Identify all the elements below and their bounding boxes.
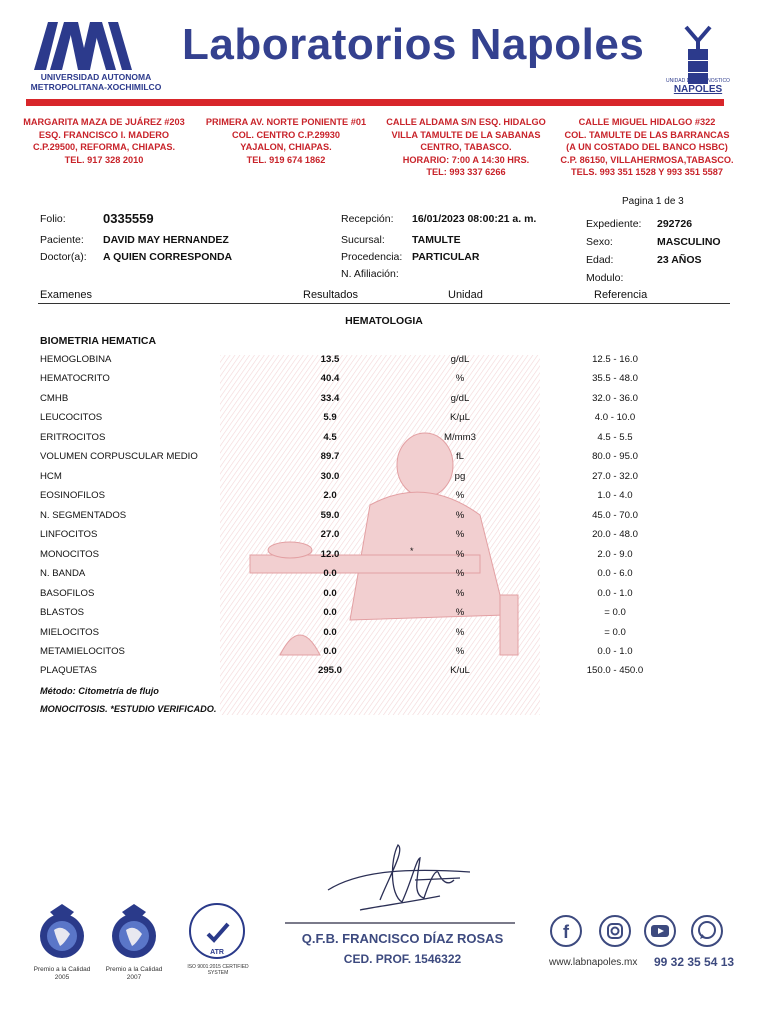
- exam-result: 33.4: [320, 393, 340, 404]
- exam-result: 12.0: [320, 549, 340, 560]
- exam-name: METAMIELOCITOS: [40, 646, 125, 657]
- exam-unit: %: [455, 529, 465, 540]
- doctor-value: A QUIEN CORRESPONDA: [103, 251, 233, 263]
- exam-name: N. SEGMENTADOS: [40, 510, 127, 521]
- exam-name: LEUCOCITOS: [40, 412, 103, 423]
- exam-result: 4.5: [323, 432, 337, 443]
- folio-label: Folio:: [40, 213, 66, 225]
- exam-reference: 20.0 - 48.0: [592, 529, 638, 540]
- exam-name: VOLUMEN CORPUSCULAR MEDIO: [40, 451, 198, 462]
- table-row: [0, 646, 768, 665]
- youtube-icon[interactable]: [643, 914, 677, 948]
- method-note: Método: Citometría de flujo: [40, 686, 159, 696]
- branch-tamulte-sabanas: CALLE ALDAMA S/N ESQ. HIDALGO VILLA TAMULTE DE LA SABANAS CENTRO, TABASCO. HORARIO: 7:00 A 14:30 HRS. TEL: 993 337 6266: [386, 117, 546, 177]
- exam-name: MIELOCITOS: [40, 627, 99, 638]
- exam-name: EOSINOFILOS: [40, 490, 106, 501]
- exam-result: 2.0: [323, 490, 337, 501]
- exam-name: MONOCITOS: [40, 549, 99, 560]
- branch-villahermosa: CALLE MIGUEL HIDALGO #322 COL. TAMULTE DE LAS BARRANCAS (A UN COSTADO DEL BANCO HSBC) C.P. 86150, VILLAHERMOSA,TABASCO. TELS. 993 351 1528 Y 993 351 5587: [560, 117, 734, 177]
- exam-result: 27.0: [320, 529, 340, 540]
- paciente-label: Paciente:: [40, 234, 84, 246]
- exam-result: 59.0: [320, 510, 340, 521]
- quality-award-2007-icon: [104, 900, 164, 962]
- sucursal-value: TAMULTE: [412, 234, 461, 246]
- exam-reference: 32.0 - 36.0: [592, 393, 638, 404]
- modulo-label: Modulo:: [586, 272, 624, 284]
- signer-license: CED. PROF. 1546322: [343, 952, 462, 966]
- exam-unit: K/µL: [450, 412, 470, 423]
- svg-text:f: f: [563, 922, 569, 942]
- exam-reference: = 0.0: [604, 607, 626, 618]
- exam-name: HEMOGLOBINA: [40, 354, 112, 365]
- brand-name: NAPOLES: [673, 84, 723, 95]
- exam-reference: 27.0 - 32.0: [592, 471, 638, 482]
- sexo-value: MASCULINO: [657, 236, 721, 248]
- signature: [320, 840, 510, 925]
- exam-name: LINFOCITOS: [40, 529, 98, 540]
- table-row: [0, 607, 768, 626]
- exam-reference: 2.0 - 9.0: [597, 549, 633, 560]
- exam-result: 30.0: [320, 471, 340, 482]
- university-name: UNIVERSIDAD AUTONOMA METROPOLITANA-XOCHIMILCO: [30, 72, 162, 92]
- exam-result: 0.0: [323, 646, 337, 657]
- instagram-icon[interactable]: [598, 914, 632, 948]
- exam-unit: %: [455, 627, 465, 638]
- exam-result: 5.9: [323, 412, 337, 423]
- exam-reference: = 0.0: [604, 627, 626, 638]
- doctor-label: Doctor(a):: [40, 251, 87, 263]
- exam-name: BASOFILOS: [40, 588, 95, 599]
- exam-result: 0.0: [323, 627, 337, 638]
- phone-number: 99 32 35 54 13: [654, 955, 735, 969]
- table-row: [0, 588, 768, 607]
- table-row: [0, 665, 768, 684]
- exam-reference: 4.5 - 5.5: [597, 432, 633, 443]
- abnormal-flag: *: [410, 546, 414, 556]
- table-row: [0, 373, 768, 392]
- exam-result: 40.4: [320, 373, 340, 384]
- exam-result: 0.0: [323, 588, 337, 599]
- col-referencia: Referencia: [594, 289, 648, 301]
- exam-unit: %: [455, 510, 465, 521]
- exam-reference: 45.0 - 70.0: [592, 510, 638, 521]
- table-row: [0, 627, 768, 646]
- table-row: [0, 451, 768, 470]
- header-divider: [26, 99, 724, 106]
- exam-unit: K/uL: [450, 665, 470, 676]
- expediente-value: 292726: [657, 218, 693, 230]
- award-2007-caption: Premio a la Calidad 2007: [105, 966, 163, 981]
- exam-unit: g/dL: [450, 354, 470, 365]
- exam-result: 295.0: [317, 665, 342, 676]
- group-title: BIOMETRIA HEMATICA: [40, 335, 157, 347]
- exam-reference: 150.0 - 450.0: [586, 665, 644, 676]
- exam-reference: 0.0 - 1.0: [597, 646, 633, 657]
- table-row: [0, 412, 768, 431]
- exam-reference: 12.5 - 16.0: [592, 354, 638, 365]
- exam-unit: M/mm3: [444, 432, 476, 443]
- table-row: [0, 568, 768, 587]
- uam-logo: [28, 18, 140, 72]
- exam-reference: 1.0 - 4.0: [597, 490, 633, 501]
- header-rule: [38, 303, 730, 304]
- exam-unit: %: [455, 549, 465, 560]
- facebook-icon[interactable]: [549, 914, 583, 948]
- edad-value: 23 AÑOS: [657, 254, 702, 266]
- exam-result: 89.7: [320, 451, 340, 462]
- exam-unit: fL: [455, 451, 464, 462]
- procedencia-label: Procedencia:: [341, 251, 403, 263]
- exam-unit: %: [455, 568, 465, 579]
- paciente-value: DAVID MAY HERNANDEZ: [103, 234, 229, 246]
- iso-certification-icon: [186, 900, 248, 962]
- exam-unit: g/dL: [450, 393, 470, 404]
- exam-result: 0.0: [323, 568, 337, 579]
- iso-caption: ISO 9001:2015 CERTIFIED SYSTEM: [187, 964, 249, 976]
- exam-name: PLAQUETAS: [40, 665, 97, 676]
- quality-award-2005-icon: [32, 900, 92, 962]
- procedencia-value: PARTICULAR: [412, 251, 480, 263]
- exam-name: ERITROCITOS: [40, 432, 106, 443]
- section-title: HEMATOLOGIA: [345, 315, 423, 327]
- table-row: [0, 490, 768, 509]
- exam-reference: 4.0 - 10.0: [594, 412, 636, 423]
- table-row: [0, 510, 768, 529]
- exam-unit: pg: [454, 471, 466, 482]
- exam-name: HCM: [40, 471, 62, 482]
- table-row: [0, 354, 768, 373]
- branch-yajalon: PRIMERA AV. NORTE PONIENTE #01 COL. CENTRO C.P.29930 YAJALON, CHIAPAS. TEL. 919 674 1862: [205, 117, 367, 165]
- table-row: [0, 546, 768, 568]
- table-row: [0, 471, 768, 490]
- svg-text:ATR: ATR: [210, 949, 224, 956]
- branch-reforma: MARGARITA MAZA DE JUÁREZ #203 ESQ. FRANCISCO I. MADERO C.P.29500, REFORMA, CHIAPAS. TEL. 917 328 2010: [23, 117, 185, 165]
- table-row: [0, 393, 768, 412]
- afiliacion-label: N. Afiliación:: [341, 268, 399, 280]
- exam-name: HEMATOCRITO: [40, 373, 110, 384]
- exam-name: CMHB: [40, 393, 69, 404]
- exam-reference: 0.0 - 6.0: [597, 568, 633, 579]
- col-resultados: Resultados: [303, 289, 359, 301]
- page-number: Pagina 1 de 3: [622, 196, 684, 207]
- signer-name: Q.F.B. FRANCISCO DÍAZ ROSAS: [301, 931, 504, 946]
- exam-reference: 35.5 - 48.0: [592, 373, 638, 384]
- table-row: [0, 432, 768, 451]
- exam-unit: %: [455, 490, 465, 501]
- whatsapp-icon[interactable]: [690, 914, 724, 948]
- award-2005-caption: Premio a la Calidad 2005: [33, 966, 91, 981]
- exam-name: BLASTOS: [40, 607, 85, 618]
- exam-reference: 0.0 - 1.0: [597, 588, 633, 599]
- brand-tagline: UNIDAD DE DIAGNOSTICO: [666, 78, 730, 84]
- exam-name: N. BANDA: [40, 568, 86, 579]
- signature-line: [285, 922, 515, 924]
- exam-result: 13.5: [320, 354, 340, 365]
- exam-unit: %: [455, 646, 465, 657]
- exam-reference: 80.0 - 95.0: [592, 451, 638, 462]
- sucursal-label: Sucursal:: [341, 234, 385, 246]
- lab-title: Laboratorios Napoles: [182, 20, 645, 69]
- exam-result: 0.0: [323, 607, 337, 618]
- expediente-label: Expediente:: [586, 218, 642, 230]
- recepcion-value: 16/01/2023 08:00:21 a. m.: [412, 213, 537, 225]
- folio-value: 0335559: [103, 211, 154, 226]
- col-examenes: Examenes: [40, 289, 92, 301]
- col-unidad: Unidad: [448, 289, 483, 301]
- exam-unit: %: [455, 607, 465, 618]
- sexo-label: Sexo:: [586, 236, 613, 248]
- exam-unit: %: [455, 373, 465, 384]
- edad-label: Edad:: [586, 254, 614, 266]
- result-comment: MONOCITOSIS. *ESTUDIO VERIFICADO.: [40, 704, 217, 714]
- exam-unit: %: [455, 588, 465, 599]
- recepcion-label: Recepción:: [341, 213, 394, 225]
- table-row: [0, 529, 768, 548]
- website-link[interactable]: www.labnapoles.mx: [549, 957, 638, 968]
